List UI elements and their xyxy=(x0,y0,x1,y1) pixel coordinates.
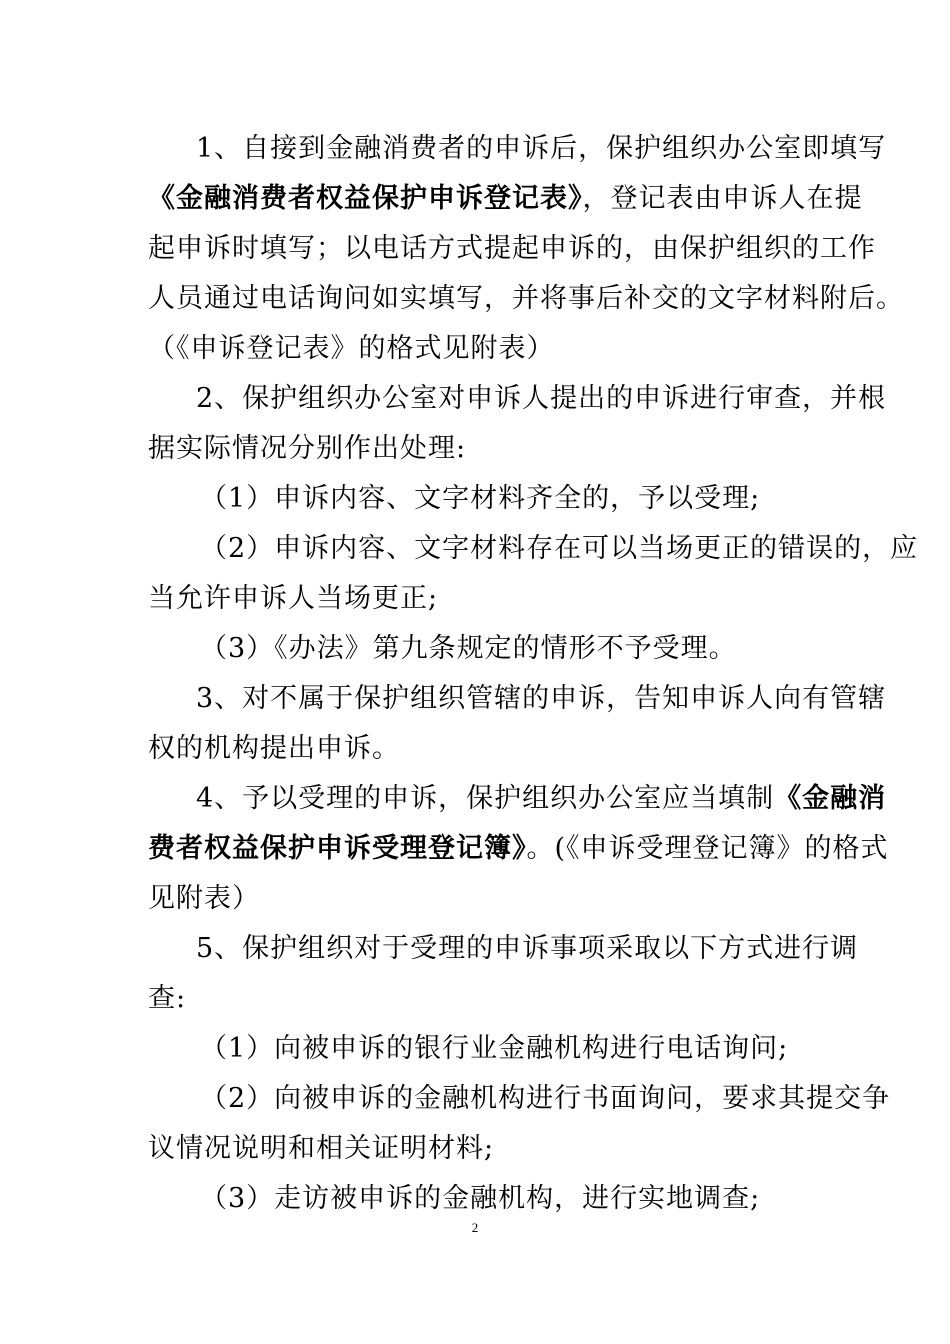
paragraph-4-line-1 xyxy=(196,774,887,824)
paragraph-1-line-2-rest: ，登记表由申诉人在提 xyxy=(582,183,863,214)
paragraph-2-item-3: （3）《办法》第九条规定的情形不予受理。 xyxy=(200,633,737,664)
form-title-acceptance-book-part-2: 费者权益保护申诉受理登记簿》 xyxy=(148,833,527,864)
paragraph-2-item-2-line-2: 当允许申诉人当场更正; xyxy=(148,583,439,614)
paragraph-3-line-2: 权的机构提出申诉。 xyxy=(148,733,400,764)
paragraph-2-line-2: 据实际情况分别作出处理: xyxy=(148,433,467,464)
paragraph-3-line-1: 3、对不属于保护组织管辖的申诉，告知申诉人向有管辖 xyxy=(196,683,887,714)
paragraph-1-line-5: （《申诉登记表》的格式见附表） xyxy=(148,333,555,364)
page-number: 2 xyxy=(471,1220,479,1235)
paragraph-4-line-3: 见附表） xyxy=(148,883,260,914)
paragraph-5-item-1: （1）向被申诉的银行业金融机构进行电话询问; xyxy=(200,1033,789,1064)
paragraph-5-item-2-line-1: （2）向被申诉的金融机构进行书面询问，要求其提交争 xyxy=(200,1083,891,1114)
paragraph-2-item-2-line-1: （2）申诉内容、文字材料存在可以当场更正的错误的，应 xyxy=(200,533,919,564)
paragraph-4-line-2-rest: 。(《申诉受理登记簿》的格式 xyxy=(526,833,889,864)
paragraph-1-line-3: 起申诉时填写；以电话方式提起申诉的，由保护组织的工作 xyxy=(148,233,876,264)
paragraph-5-line-2: 查: xyxy=(148,983,187,1014)
paragraph-4-line-2 xyxy=(148,824,889,874)
paragraph-5-item-2-line-2: 议情况说明和相关证明材料; xyxy=(148,1133,495,1164)
paragraph-5-item-3: （3）走访被申诉的金融机构，进行实地调查; xyxy=(200,1183,761,1214)
paragraph-5-line-1: 5、保护组织对于受理的申诉事项采取以下方式进行调 xyxy=(196,933,859,964)
paragraph-2-item-1: （1）申诉内容、文字材料齐全的，予以受理; xyxy=(200,483,761,514)
paragraph-1-line-2 xyxy=(148,174,863,224)
paragraph-1-line-4: 人员通过电话询问如实填写，并将事后补交的文字材料附后。 xyxy=(148,283,904,314)
form-title-acceptance-book-part-1: 《金融消 xyxy=(774,783,887,814)
paragraph-1-line-1: 1、自接到金融消费者的申诉后，保护组织办公室即填写 xyxy=(196,133,887,164)
paragraph-4-line-1-text: 4、予以受理的申诉，保护组织办公室应当填制 xyxy=(196,783,775,814)
paragraph-2-line-1: 2、保护组织办公室对申诉人提出的申诉进行审查，并根 xyxy=(196,383,887,414)
form-title-registration-form: 《金融消费者权益保护申诉登记表》 xyxy=(148,183,583,214)
